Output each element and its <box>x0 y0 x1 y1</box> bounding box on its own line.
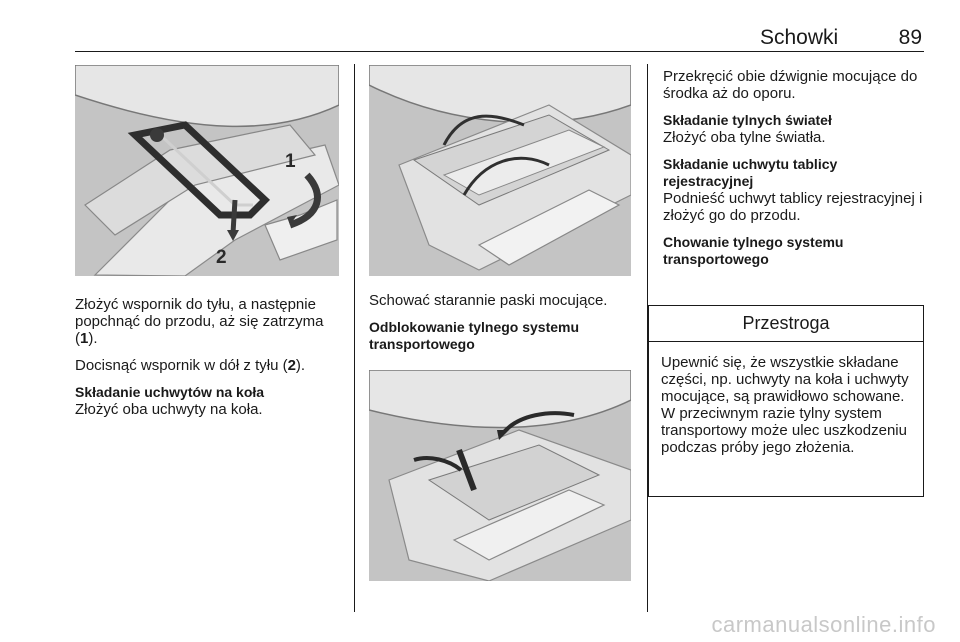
paragraph-press-bracket <box>75 357 345 374</box>
figure-fold-bracket <box>75 65 339 276</box>
column-3-text <box>663 68 925 268</box>
figure-callout-2: 2 <box>216 247 227 268</box>
figure-straps <box>369 65 631 276</box>
paragraph-press-bracket-end: ). <box>295 357 306 374</box>
paragraph-press-bracket-text: Docisnąć wspornik w dół z tyłu ( <box>75 357 288 374</box>
heading-stow-line-1: Chowanie tylnego systemu <box>663 234 844 250</box>
heading-tail-lights: Składanie tylnych świateł <box>663 112 832 128</box>
caution-text: Upewnić się, że wszystkie składane części, np. uchwyty na koła i uchwyty mocujące, są prawidłowo schowane. W przeciwnym razie tylny system transportowy może ulec uszkodzeniu podczas próby jego złożenia. <box>661 354 909 456</box>
figure-fold-bracket-drawing <box>75 65 339 276</box>
paragraph-straps: Schować starannie paski mocujące. <box>369 292 608 309</box>
header-divider <box>75 51 924 52</box>
reference-2: 2 <box>287 357 296 374</box>
figure-straps-drawing <box>369 65 631 276</box>
figure-levers <box>369 370 631 581</box>
figure-callout-1: 1 <box>285 151 296 172</box>
reference-1: 1 <box>80 330 89 347</box>
column-1-text <box>75 296 345 428</box>
heading-plate-holder-line-1: Składanie uchwytu tablicy <box>663 156 838 172</box>
paragraph-fold-bracket <box>75 296 345 347</box>
paragraph-tail-lights: Złożyć oba tylne światła. <box>663 129 826 146</box>
heading-unlock-line-1: Odblokowanie tylnego systemu <box>369 319 580 335</box>
page-section-title: Schowki <box>760 26 839 49</box>
column-2-text <box>369 292 639 353</box>
caution-box <box>648 305 924 497</box>
figure-levers-drawing <box>369 370 631 581</box>
paragraph-levers: Przekręcić obie dźwignie mocujące do środka aż do oporu. <box>663 68 918 102</box>
paragraph-plate-holder: Podnieść uchwyt tablicy rejestracyjnej i złożyć go do przodu. <box>663 190 923 224</box>
paragraph-fold-bracket-text: Złożyć wspornik do tyłu, a następnie popchnąć do przodu, aż się zatrzyma ( <box>75 296 324 347</box>
paragraph-fold-bracket-end: ). <box>88 330 98 347</box>
paragraph-wheel-holders: Złożyć oba uchwyty na koła. <box>75 401 263 418</box>
watermark: carmanualsonline.info <box>711 612 936 637</box>
column-divider-1 <box>354 64 355 612</box>
heading-stow-line-2: transportowego <box>663 251 769 267</box>
heading-unlock-line-2: transportowego <box>369 336 475 352</box>
heading-plate-holder-line-2: rejestracyjnej <box>663 173 754 189</box>
heading-wheel-holders: Składanie uchwytów na koła <box>75 384 265 400</box>
caution-title: Przestroga <box>649 306 923 342</box>
page-number: 89 <box>898 26 922 49</box>
